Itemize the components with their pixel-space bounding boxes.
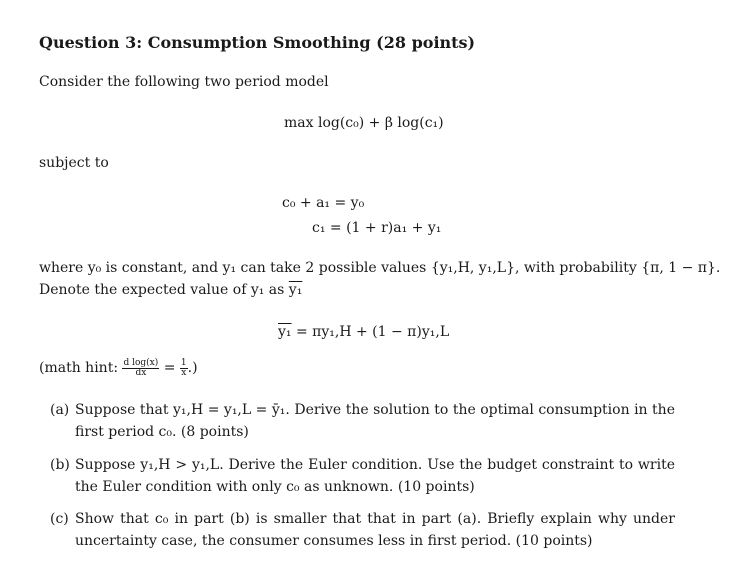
part-text: Suppose that y₁,H = y₁,L = ȳ₁. Derive the solution to the optimal consumption in the first period c₀. (8 points) <box>75 402 675 440</box>
part-text: Show that c₀ in part (b) is smaller that that in part (a). Briefly explain why under uncertainty case, the consumer consumes less in first period. (10 points) <box>75 511 675 549</box>
fraction-denominator: dx <box>135 367 147 378</box>
reciprocal-fraction <box>180 359 188 378</box>
budget-constraint-1: c₀ + a₁ = y₀ <box>282 195 365 211</box>
part-label: (b) <box>50 457 70 473</box>
part-a <box>50 399 675 443</box>
part-label: (a) <box>50 402 70 418</box>
ybar-symbol: y₁ <box>278 324 292 340</box>
math-hint <box>39 357 198 379</box>
part-b <box>50 454 675 498</box>
question-title: Question 3: Consumption Smoothing (28 points) <box>39 33 476 52</box>
where-text-line1: where y₀ is constant, and y₁ can take 2 possible values {y₁,H, y₁,L}, with probability {π, 1 − π}. <box>39 260 721 276</box>
part-c <box>50 508 675 552</box>
expectation-rhs: = πy₁,H + (1 − π)y₁,L <box>295 324 450 340</box>
where-text-line2 <box>39 279 302 301</box>
fraction-numerator: d log(x) <box>123 357 159 368</box>
intro-text: Consider the following two period model <box>39 74 329 90</box>
subject-to-label: subject to <box>39 155 109 171</box>
part-text: Suppose y₁,H > y₁,L. Derive the Euler condition. Use the budget constraint to write the Euler condition with only c₀ as unknown. (10 points) <box>75 457 675 495</box>
equals-sign: = <box>163 360 176 376</box>
fraction-denominator: x <box>181 367 187 378</box>
hint-suffix: .) <box>187 360 198 376</box>
fraction-numerator: 1 <box>180 357 187 368</box>
objective-equation: max log(c₀) + β log(c₁) <box>284 115 444 131</box>
where-text: Denote the expected value of y₁ as <box>39 282 285 298</box>
derivative-fraction <box>122 359 159 378</box>
part-label: (c) <box>50 511 69 527</box>
ybar-symbol: y₁ <box>288 282 303 298</box>
hint-prefix: (math hint: <box>39 360 119 376</box>
expectation-equation <box>278 321 449 343</box>
budget-constraint-2: c₁ = (1 + r)a₁ + y₁ <box>312 220 442 236</box>
